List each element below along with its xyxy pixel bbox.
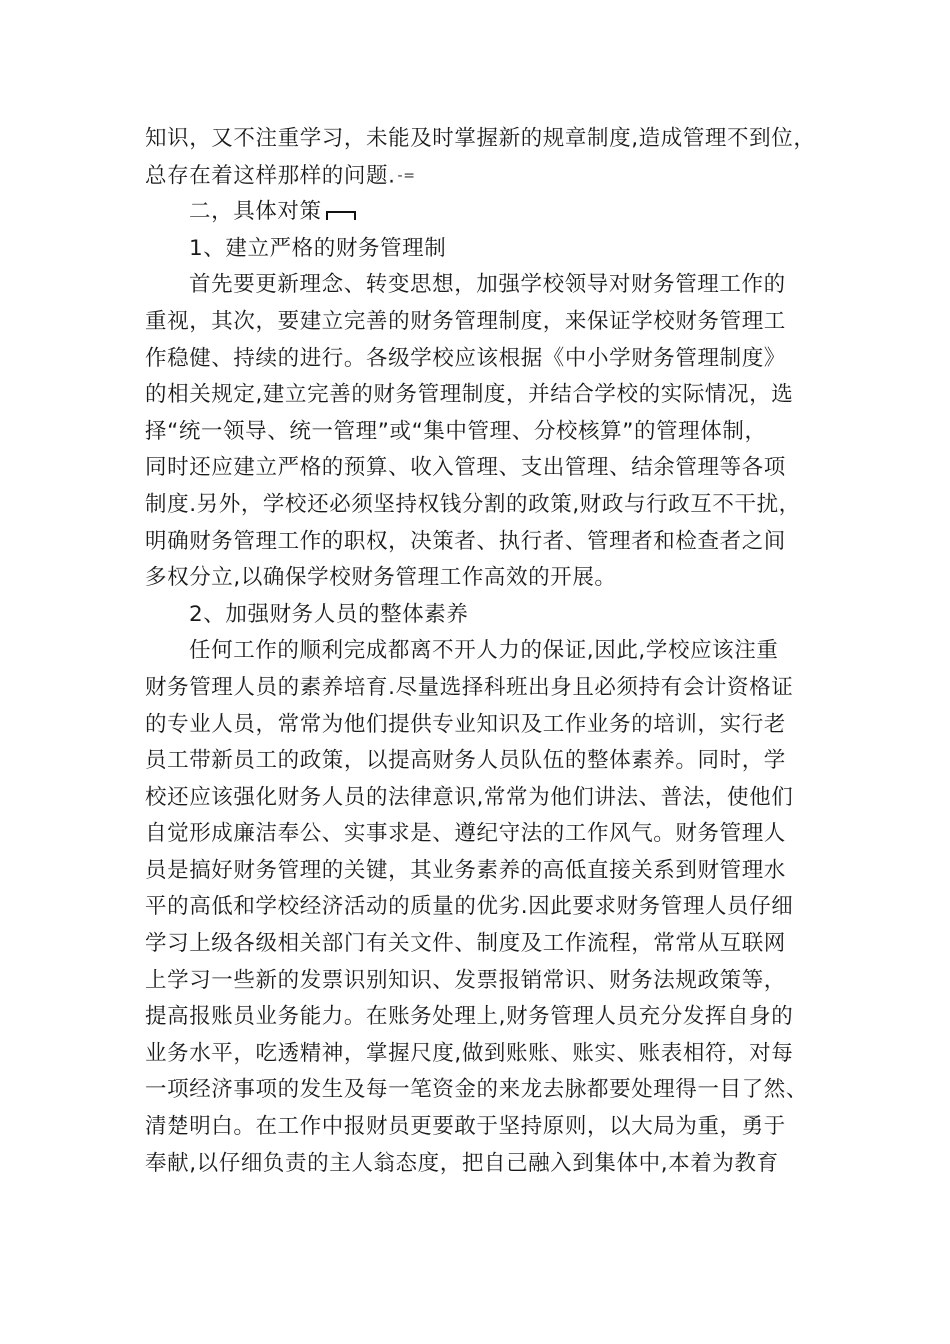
text-line: 校还应该强化财务人员的法律意识,常常为他们讲法、普法，使他们 [145,784,794,810]
text-line: 一项经济事项的发生及每一笔资金的来龙去脉都要处理得一目了然、 [145,1077,809,1103]
text-line: 业务水平，吃透精神，掌握尺度,做到账账、账实、账表相符，对每 [145,1040,794,1066]
annotation-mark: -= [397,167,416,184]
section-heading-text: 二，具体对策 [189,199,322,225]
text-line: 制度.另外，学校还必须坚持权钱分割的政策,财政与行政互不干扰， [145,491,801,517]
text-line: 上学习一些新的发票识别知识、发票报销常识、财务法规政策等， [145,967,786,993]
text-line [145,158,825,195]
text-line: 的相关规定,建立完善的财务管理制度，并结合学校的实际情况，选 [145,382,794,408]
text-line: 提高报账员业务能力。在账务处理上,财务管理人员充分发挥自身的 [145,1004,794,1030]
text-line: 清楚明白。在工作中报财员更要敢于坚持原则，以大局为重，勇于 [145,1114,786,1140]
text-line: 重视，其次，要建立完善的财务管理制度，来保证学校财务管理工 [145,308,786,334]
text-line: 奉献,以仔细负责的主人翁态度，把自己融入到集体中,本着为教育 [145,1150,779,1176]
bracket-mark-icon [326,211,356,220]
text-line: 择“统一领导、统一管理”或“集中管理、分校核算”的管理体制， [145,418,767,444]
text-line: 平的高低和学校经济活动的质量的优劣.因此要求财务管理人员仔细 [145,894,794,920]
text-line: 员是搞好财务管理的关键，其业务素养的高低直接关系到财管理水 [145,857,786,883]
text-line: 作稳健、持续的进行。各级学校应该根据《中小学财务管理制度》 [145,345,786,371]
paragraph-start: 任何工作的顺利完成都离不开人力的保证,因此,学校应该注重 [189,638,779,664]
text-line: 自觉形成廉洁奉公、实事求是、遵纪守法的工作风气。财务管理人 [145,821,786,847]
body-text [145,121,825,1182]
subsection-heading: 2、加强财务人员的整体素养 [189,601,469,627]
paragraph-start: 首先要更新理念、转变思想，加强学校领导对财务管理工作的 [189,272,786,298]
text-line: 知识，又不注重学习，未能及时掌握新的规章制度,造成管理不到位， [145,126,816,151]
text-line: 学习上级各级相关部门有关文件、制度及工作流程，常常从互联网 [145,931,786,957]
text-line: 财务管理人员的素养培育.尽量选择科班出身且必须持有会计资格证 [145,674,794,700]
text-line: 同时还应建立严格的预算、收入管理、支出管理、结余管理等各项 [145,455,786,481]
text-line: 员工带新员工的政策，以提高财务人员队伍的整体素养。同时，学 [145,748,786,774]
subsection-heading: 1、建立严格的财务管理制 [189,235,447,261]
text-line: 多权分立,以确保学校财务管理工作高效的开展。 [145,565,617,591]
text-line-content: 总存在着这样那样的问题. [145,162,396,188]
section-heading [145,194,825,231]
text-line: 的专业人员，常常为他们提供专业知识及工作业务的培训，实行老 [145,711,786,737]
text-line: 明确财务管理工作的职权，决策者、执行者、管理者和检查者之间 [145,528,786,554]
